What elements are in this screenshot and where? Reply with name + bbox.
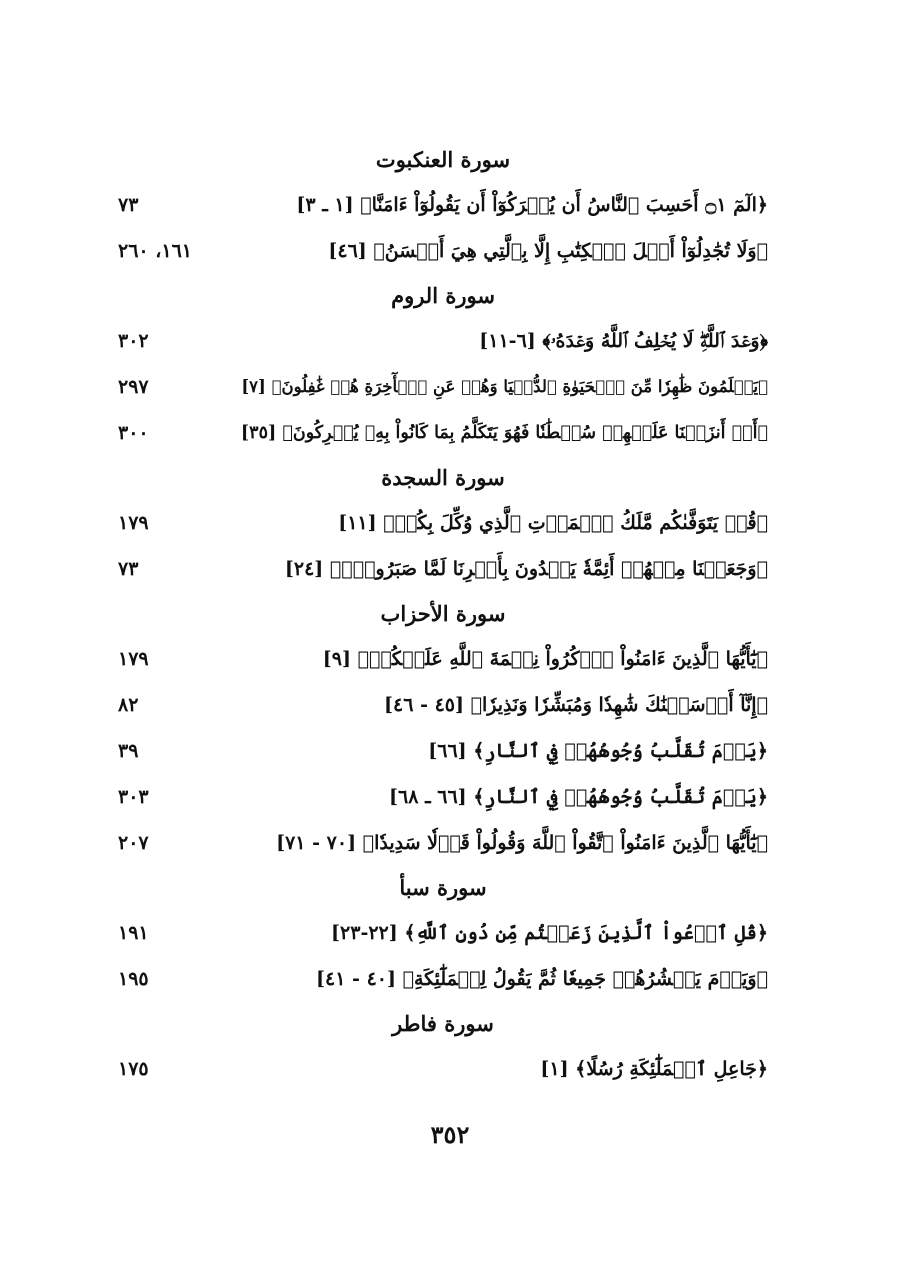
page-reference: ٣٠٣ — [118, 786, 149, 808]
verse-entry — [118, 820, 768, 866]
page-reference: ٣٠٠ — [118, 422, 149, 444]
verse-text: ﴿يَوۡمَ تُقَلَّبُ وُجُوهُهُمۡ فِي ٱلنَّارِ﴾ [٦٦] — [428, 740, 768, 762]
page-reference: ٢٩٧ — [118, 376, 149, 398]
page-reference: ١٩٥ — [118, 968, 149, 990]
verse-entry — [118, 1046, 768, 1092]
verse-entry — [118, 636, 768, 682]
verse-text: ﴿قُلۡ يَتَوَفَّىٰكُم مَّلَكُ ٱلۡمَوۡتِ ٱلَّذِي وُكِّلَ بِكُمۡ﴾ [١١] — [338, 512, 768, 534]
surah-title: سورة العنكبوت — [375, 147, 511, 172]
page-reference: ١٦١، ٢٦٠ — [118, 240, 192, 262]
surah-title: سورة الأحزاب — [380, 601, 506, 626]
surah-title: سورة فاطر — [392, 1011, 494, 1036]
page-reference: ١٧٩ — [118, 648, 149, 670]
page-reference: ٣٠٢ — [118, 330, 149, 352]
verse-entry — [118, 728, 768, 774]
verse-entry — [118, 774, 768, 820]
page-reference: ٢٠٧ — [118, 832, 149, 854]
verse-text: ﴿أَمۡ أَنزَلۡنَا عَلَيۡهِمۡ سُلۡطَٰنٗا فَهُوَ يَتَكَلَّمُ بِمَا كَانُواْ بِهِۦ يُشۡرِكُونَ﴾ [٣٥] — [240, 423, 768, 443]
verse-entry — [118, 228, 768, 274]
verse-text: ﴿يَٰٓأَيُّهَا ٱلَّذِينَ ءَامَنُواْ ٱتَّقُواْ ٱللَّهَ وَقُولُواْ قَوۡلٗا سَدِيدٗا﴾ [٧٠ - ٧١] — [276, 832, 768, 854]
verse-text: ﴿قُلِ ٱدۡعُواْ ٱلَّذِينَ زَعَمۡتُم مِّن دُونِ ٱللَّهِ﴾ [٢٢-٢٣] — [331, 922, 768, 944]
page-reference: ١٧٩ — [118, 512, 149, 534]
page-reference: ٨٢ — [118, 694, 139, 716]
verse-text: ﴿وَلَا تُجَٰدِلُوٓاْ أَهۡلَ ٱلۡكِتَٰبِ إِلَّا بِٱلَّتِي هِيَ أَحۡسَنُ﴾ [٤٦] — [328, 240, 768, 262]
verse-entry — [118, 500, 768, 546]
verse-text: ﴿يَوۡمَ تُقَلَّبُ وُجُوهُهُمۡ فِي ٱلنَّارِ﴾ [٦٦ ـ ٦٨] — [389, 786, 768, 808]
verse-entry — [118, 682, 768, 728]
verse-entry — [118, 956, 768, 1002]
verse-text: ﴿وَجَعَلۡنَا مِنۡهُمۡ أَئِمَّةٗ يَهۡدُونَ بِأَمۡرِنَا لَمَّا صَبَرُواْۖ﴾ [٢٤] — [284, 558, 768, 580]
page-reference: ٣٩ — [118, 740, 139, 762]
verse-entry — [118, 318, 768, 364]
verse-entry — [118, 364, 768, 410]
verse-entry — [118, 182, 768, 228]
verse-text: ﴿يَٰٓأَيُّهَا ٱلَّذِينَ ءَامَنُواْ ٱذۡكُرُواْ نِعۡمَةَ ٱللَّهِ عَلَيۡكُمۡ﴾ [٩] — [322, 648, 768, 670]
verse-text: ﴿إِنَّآ أَرۡسَلۡنَٰكَ شَٰهِدٗا وَمُبَشِّرٗا وَنَذِيرٗا﴾ [٤٥ - ٤٦] — [384, 694, 768, 716]
verse-text: ﴿الٓمٓ ۝١ أَحَسِبَ ٱلنَّاسُ أَن يُتۡرَكُوٓاْ أَن يَقُولُوٓاْ ءَامَنَّا﴾ [١ ـ ٣] — [296, 194, 768, 216]
page-reference: ١٧٥ — [118, 1058, 149, 1080]
verse-text: ﴿وَعۡدَ ٱللَّهِۖ لَا يُخۡلِفُ ٱللَّهُ وَعۡدَهُۥ﴾ [٦-١١] — [479, 330, 768, 352]
surah-title: سورة السجدة — [381, 465, 505, 490]
verse-entry — [118, 910, 768, 956]
verse-entry — [118, 410, 768, 456]
verse-index — [118, 138, 768, 1092]
page-reference: ٧٣ — [118, 558, 139, 580]
verse-text: ﴿يَعۡلَمُونَ ظَٰهِرٗا مِّنَ ٱلۡحَيَوٰةِ ٱلدُّنۡيَا وَهُمۡ عَنِ ٱلۡأٓخِرَةِ هُمۡ غَٰفِلُونَ﴾ [٧] — [241, 377, 768, 396]
verse-text: ﴿وَيَوۡمَ يَحۡشُرُهُمۡ جَمِيعٗا ثُمَّ يَقُولُ لِلۡمَلَٰٓئِكَةِ﴾ [٤٠ - ٤١] — [316, 968, 768, 990]
surah-title: سورة سبأ — [399, 875, 487, 900]
page-reference: ٧٣ — [118, 194, 139, 216]
verse-entry — [118, 546, 768, 592]
surah-title: سورة الروم — [391, 283, 495, 308]
page-number: ٣٥٢ — [430, 1120, 470, 1149]
verse-text: ﴿جَاعِلِ ٱلۡمَلَٰٓئِكَةِ رُسُلًا﴾ [١] — [540, 1058, 768, 1080]
page-reference: ١٩١ — [118, 922, 149, 944]
